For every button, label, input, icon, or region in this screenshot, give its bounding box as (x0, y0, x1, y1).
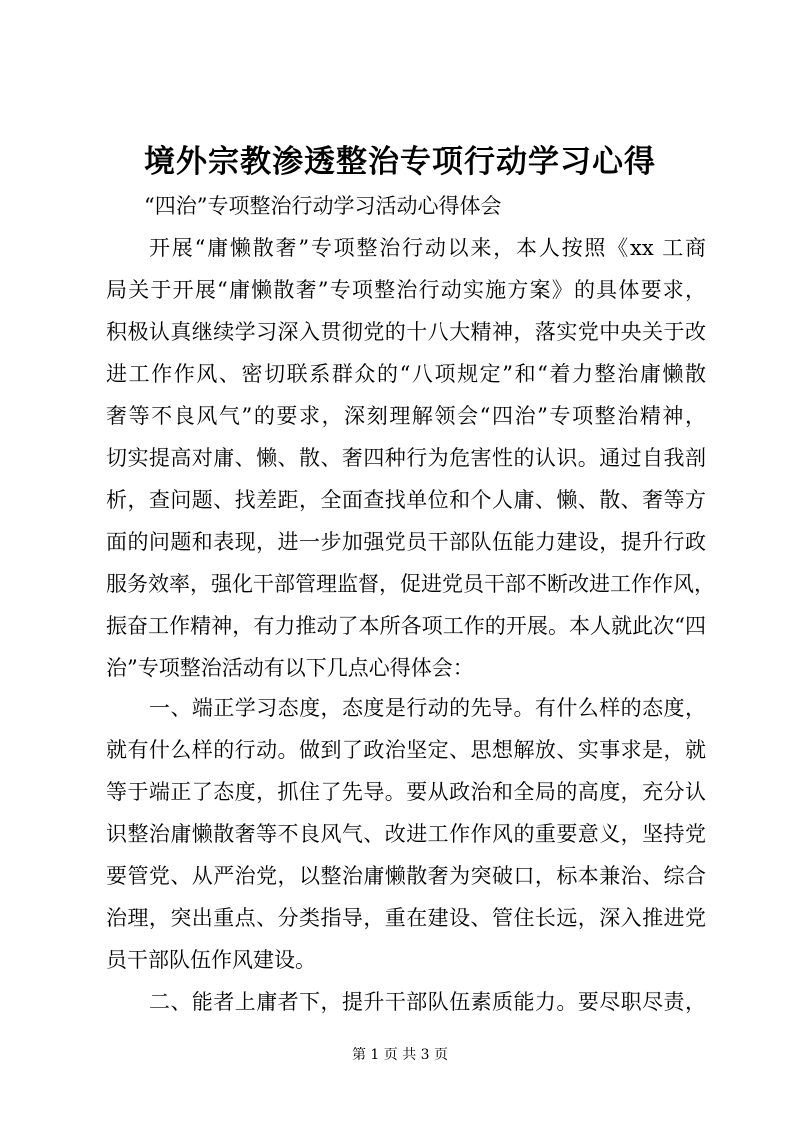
paragraph-2-line: 要管党、从严治党，以整治庸懒散奢为突破口，标本兼治、综合 (106, 864, 706, 888)
paragraph-1-line: 奢等不良风气”的要求，深刻理解领会“四治”专项整治精神， (106, 404, 706, 428)
paragraph-2-line: 员干部队伍作风建设。 (106, 948, 316, 972)
paragraph-2-line: 等于端正了态度，抓住了先导。要从政治和全局的高度，充分认 (106, 780, 706, 804)
paragraph-2-line: 就有什么样的行动。做到了政治坚定、思想解放、实事求是，就 (106, 738, 706, 762)
paragraph-1-line: 开展“庸懒散奢”专项整治行动以来，本人按照《xx 工商 (149, 236, 706, 260)
paragraph-2-line: 一、端正学习态度，态度是行动的先导。有什么样的态度， (149, 696, 706, 720)
paragraph-3-line: 二、能者上庸者下，提升干部队伍素质能力。要尽职尽责， (149, 990, 706, 1014)
page-footer: 第 1 页 共 3 页 (351, 1047, 449, 1063)
paragraph-1-line: 治”专项整治活动有以下几点心得体会： (106, 656, 474, 680)
paragraph-1-line: 析，查问题、找差距，全面查找单位和个人庸、懒、散、奢等方 (106, 488, 706, 512)
paragraph-1-line: 服务效率，强化干部管理监督，促进党员干部不断改进工作作风， (106, 572, 715, 596)
paragraph-1-line: 局关于开展“庸懒散奢”专项整治行动实施方案》的具体要求， (106, 278, 706, 302)
paragraph-2-line: 识整治庸懒散奢等不良风气、改进工作作风的重要意义，坚持党 (106, 822, 706, 846)
document-subtitle: “四治”专项整治行动学习活动心得体会 (144, 194, 502, 218)
paragraph-1-line: 振奋工作精神，有力推动了本所各项工作的开展。本人就此次“四 (106, 614, 706, 638)
paragraph-1-line: 面的问题和表现，进一步加强党员干部队伍能力建设，提升行政 (106, 530, 706, 554)
paragraph-1-line: 切实提高对庸、懒、散、奢四种行为危害性的认识。通过自我剖 (106, 446, 706, 470)
paragraph-2-line: 治理，突出重点、分类指导，重在建设、管住长远，深入推进党 (106, 906, 706, 930)
paragraph-1-line: 进工作作风、密切联系群众的“八项规定”和“着力整治庸懒散 (106, 362, 706, 386)
paragraph-1-line: 积极认真继续学习深入贯彻党的十八大精神，落实党中央关于改 (106, 320, 706, 344)
document-title: 境外宗教渗透整治专项行动学习心得 (144, 144, 656, 180)
